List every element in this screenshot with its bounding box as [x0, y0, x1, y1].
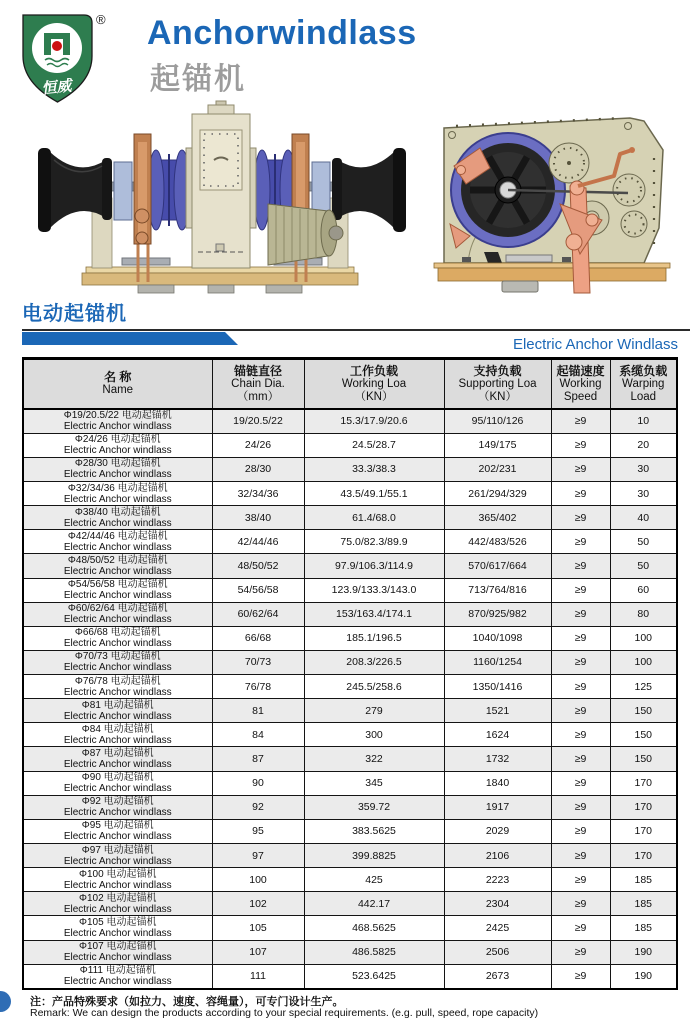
- spec-cell: ≥9: [551, 650, 610, 674]
- section-title-zh: 电动起锚机: [22, 303, 127, 325]
- table-row: [23, 409, 677, 434]
- spec-cell: ≥9: [551, 940, 610, 964]
- spec-cell: ≥9: [551, 506, 610, 530]
- spec-cell: 30: [610, 457, 677, 481]
- spec-cell: 150: [610, 699, 677, 723]
- spec-cell: 150: [610, 747, 677, 771]
- table-row: [23, 650, 677, 674]
- spec-cell: 50: [610, 554, 677, 578]
- spec-cell: 153/163.4/174.1: [304, 602, 444, 626]
- column-header: 锚链直径 Chain Dia. （mm）: [212, 359, 304, 409]
- spec-cell: 570/617/664: [444, 554, 551, 578]
- spec-cell: 2223: [444, 868, 551, 892]
- table-row: [23, 699, 677, 723]
- column-header: 工作负载 Working Loa （KN）: [304, 359, 444, 409]
- spec-cell: ≥9: [551, 433, 610, 457]
- table-row: [23, 578, 677, 602]
- spec-cell: 170: [610, 795, 677, 819]
- product-name-cell: Φ84 电动起锚机 Electric Anchor windlass: [23, 723, 212, 747]
- spec-cell: 2425: [444, 916, 551, 940]
- spec-cell: 261/294/329: [444, 481, 551, 505]
- spec-cell: 2506: [444, 940, 551, 964]
- spec-cell: 100: [212, 868, 304, 892]
- spec-cell: 48/50/52: [212, 554, 304, 578]
- table-row: [23, 457, 677, 481]
- spec-cell: 28/30: [212, 457, 304, 481]
- spec-cell: ≥9: [551, 723, 610, 747]
- product-name-cell: Φ54/56/58 电动起锚机 Electric Anchor windlass: [23, 578, 212, 602]
- spec-cell: 468.5625: [304, 916, 444, 940]
- spec-cell: 81: [212, 699, 304, 723]
- spec-cell: 92: [212, 795, 304, 819]
- column-header: 起锚速度 Working Speed: [551, 359, 610, 409]
- spec-cell: 15.3/17.9/20.6: [304, 409, 444, 434]
- spec-cell: 359.72: [304, 795, 444, 819]
- table-row: [23, 675, 677, 699]
- spec-cell: 100: [610, 650, 677, 674]
- spec-cell: 33.3/38.3: [304, 457, 444, 481]
- page-subtitle-zh: 起锚机: [150, 63, 246, 96]
- spec-cell: 2106: [444, 844, 551, 868]
- spec-cell: 66/68: [212, 626, 304, 650]
- spec-cell: 105: [212, 916, 304, 940]
- table-row: [23, 964, 677, 989]
- product-name-cell: Φ87 电动起锚机 Electric Anchor windlass: [23, 747, 212, 771]
- spec-cell: 245.5/258.6: [304, 675, 444, 699]
- table-row: [23, 916, 677, 940]
- spec-cell: 425: [304, 868, 444, 892]
- spec-cell: 279: [304, 699, 444, 723]
- spec-cell: 84: [212, 723, 304, 747]
- spec-cell: 95/110/126: [444, 409, 551, 434]
- table-row: [23, 481, 677, 505]
- table-row: [23, 868, 677, 892]
- spec-cell: 442.17: [304, 892, 444, 916]
- spec-cell: 1350/1416: [444, 675, 551, 699]
- product-name-cell: Φ19/20.5/22 电动起锚机 Electric Anchor windlass: [23, 409, 212, 434]
- spec-cell: 383.5625: [304, 819, 444, 843]
- spec-cell: 486.5825: [304, 940, 444, 964]
- spec-cell: 90: [212, 771, 304, 795]
- spec-cell: 170: [610, 844, 677, 868]
- spec-cell: 61.4/68.0: [304, 506, 444, 530]
- table-row: [23, 771, 677, 795]
- product-name-cell: Φ76/78 电动起锚机 Electric Anchor windlass: [23, 675, 212, 699]
- spec-table: [22, 357, 678, 990]
- page-marker-dot: [0, 991, 11, 1012]
- spec-cell: 2029: [444, 819, 551, 843]
- table-row: [23, 892, 677, 916]
- spec-cell: 365/402: [444, 506, 551, 530]
- spec-cell: 80: [610, 602, 677, 626]
- spec-cell: 19/20.5/22: [212, 409, 304, 434]
- product-name-cell: Φ66/68 电动起锚机 Electric Anchor windlass: [23, 626, 212, 650]
- spec-cell: 24/26: [212, 433, 304, 457]
- spec-cell: 76/78: [212, 675, 304, 699]
- spec-cell: 185: [610, 916, 677, 940]
- spec-cell: 20: [610, 433, 677, 457]
- registered-mark: ®: [96, 12, 106, 27]
- spec-cell: 30: [610, 481, 677, 505]
- divider-line: [22, 329, 690, 331]
- product-name-cell: Φ81 电动起锚机 Electric Anchor windlass: [23, 699, 212, 723]
- spec-cell: 442/483/526: [444, 530, 551, 554]
- spec-cell: 50: [610, 530, 677, 554]
- front-view-illustration: [22, 98, 422, 294]
- spec-cell: 523.6425: [304, 964, 444, 989]
- spec-cell: ≥9: [551, 892, 610, 916]
- spec-cell: 42/44/46: [212, 530, 304, 554]
- spec-cell: 300: [304, 723, 444, 747]
- table-row: [23, 940, 677, 964]
- spec-table-body: [23, 409, 677, 990]
- table-row: [23, 602, 677, 626]
- spec-cell: 1521: [444, 699, 551, 723]
- product-name-cell: Φ105 电动起锚机 Electric Anchor windlass: [23, 916, 212, 940]
- gearbox: [186, 101, 256, 268]
- spec-cell: ≥9: [551, 409, 610, 434]
- spec-cell: ≥9: [551, 602, 610, 626]
- spec-cell: 87: [212, 747, 304, 771]
- spec-cell: 1040/1098: [444, 626, 551, 650]
- spec-cell: 102: [212, 892, 304, 916]
- spec-cell: 125: [610, 675, 677, 699]
- table-row: [23, 530, 677, 554]
- remark-en: Remark: We can design the products according to your special requirements. (e.g. pull, speed, rope capacity): [30, 1007, 539, 1019]
- spec-cell: 24.5/28.7: [304, 433, 444, 457]
- side-view-illustration: [432, 106, 690, 294]
- spec-cell: 345: [304, 771, 444, 795]
- spec-cell: 111: [212, 964, 304, 989]
- hengwei-logo: [14, 8, 114, 108]
- spec-cell: 60: [610, 578, 677, 602]
- spec-cell: 399.8825: [304, 844, 444, 868]
- table-row: [23, 506, 677, 530]
- spec-cell: ≥9: [551, 481, 610, 505]
- product-name-cell: Φ107 电动起锚机 Electric Anchor windlass: [23, 940, 212, 964]
- spec-cell: 107: [212, 940, 304, 964]
- table-row: [23, 747, 677, 771]
- product-name-cell: Φ60/62/64 电动起锚机 Electric Anchor windlass: [23, 602, 212, 626]
- spec-cell: ≥9: [551, 530, 610, 554]
- logo-brand-text: 恒威: [40, 77, 73, 98]
- spec-cell: ≥9: [551, 675, 610, 699]
- spec-cell: 43.5/49.1/55.1: [304, 481, 444, 505]
- table-row: [23, 433, 677, 457]
- product-name-cell: Φ102 电动起锚机 Electric Anchor windlass: [23, 892, 212, 916]
- spec-cell: 713/764/816: [444, 578, 551, 602]
- spec-cell: 202/231: [444, 457, 551, 481]
- logo-red-dot: [52, 41, 62, 51]
- product-name-cell: Φ95 电动起锚机 Electric Anchor windlass: [23, 819, 212, 843]
- spec-cell: 38/40: [212, 506, 304, 530]
- spec-cell: 208.3/226.5: [304, 650, 444, 674]
- product-name-cell: Φ111 电动起锚机 Electric Anchor windlass: [23, 964, 212, 989]
- spec-cell: 190: [610, 964, 677, 989]
- spec-cell: 2673: [444, 964, 551, 989]
- spec-cell: ≥9: [551, 554, 610, 578]
- spec-cell: 185.1/196.5: [304, 626, 444, 650]
- product-name-cell: Φ70/73 电动起锚机 Electric Anchor windlass: [23, 650, 212, 674]
- bearing-left: [114, 162, 132, 220]
- spec-cell: 95: [212, 819, 304, 843]
- section-accent-bar: [22, 332, 238, 345]
- side-base: [434, 263, 670, 292]
- spec-cell: 185: [610, 868, 677, 892]
- spec-cell: 1840: [444, 771, 551, 795]
- remark-zh: 注：产品特殊要求（如拉力、速度、容绳量），可专门设计生产。: [30, 996, 344, 1008]
- product-name-cell: Φ38/40 电动起锚机 Electric Anchor windlass: [23, 506, 212, 530]
- spec-cell: ≥9: [551, 868, 610, 892]
- spec-cell: ≥9: [551, 771, 610, 795]
- spec-cell: 149/175: [444, 433, 551, 457]
- spec-cell: ≥9: [551, 844, 610, 868]
- product-name-cell: Φ48/50/52 电动起锚机 Electric Anchor windlass: [23, 554, 212, 578]
- spec-cell: 54/56/58: [212, 578, 304, 602]
- spec-cell: 70/73: [212, 650, 304, 674]
- spec-cell: ≥9: [551, 819, 610, 843]
- spec-cell: 190: [610, 940, 677, 964]
- spec-cell: 123.9/133.3/143.0: [304, 578, 444, 602]
- spec-table-head: [23, 359, 677, 409]
- spec-cell: 10: [610, 409, 677, 434]
- spec-cell: ≥9: [551, 795, 610, 819]
- table-row: [23, 844, 677, 868]
- spec-cell: 322: [304, 747, 444, 771]
- product-name-cell: Φ28/30 电动起锚机 Electric Anchor windlass: [23, 457, 212, 481]
- table-row: [23, 723, 677, 747]
- spec-cell: 185: [610, 892, 677, 916]
- spec-cell: 97: [212, 844, 304, 868]
- spec-cell: 40: [610, 506, 677, 530]
- gypsy-wheel-left: [148, 150, 190, 230]
- header-row: [23, 359, 677, 409]
- product-name-cell: Φ90 电动起锚机 Electric Anchor windlass: [23, 771, 212, 795]
- spec-cell: ≥9: [551, 457, 610, 481]
- column-header: 名 称 Name: [23, 359, 212, 409]
- product-name-cell: Φ100 电动起锚机 Electric Anchor windlass: [23, 868, 212, 892]
- spec-cell: 150: [610, 723, 677, 747]
- column-header: 支持负载 Supporting Loa （KN）: [444, 359, 551, 409]
- product-name-cell: Φ32/34/36 电动起锚机 Electric Anchor windlass: [23, 481, 212, 505]
- spec-cell: ≥9: [551, 578, 610, 602]
- spec-cell: 870/925/982: [444, 602, 551, 626]
- table-row: [23, 795, 677, 819]
- page-title: Anchorwindlass: [147, 14, 417, 52]
- spec-cell: 75.0/82.3/89.9: [304, 530, 444, 554]
- table-row: [23, 554, 677, 578]
- spec-cell: 100: [610, 626, 677, 650]
- spec-cell: ≥9: [551, 699, 610, 723]
- spec-cell: 97.9/106.3/114.9: [304, 554, 444, 578]
- spec-cell: ≥9: [551, 747, 610, 771]
- spec-cell: 1160/1254: [444, 650, 551, 674]
- spec-cell: 1624: [444, 723, 551, 747]
- product-name-cell: Φ42/44/46 电动起锚机 Electric Anchor windlass: [23, 530, 212, 554]
- spec-cell: ≥9: [551, 626, 610, 650]
- spec-cell: 2304: [444, 892, 551, 916]
- spec-cell: 32/34/36: [212, 481, 304, 505]
- product-name-cell: Φ97 电动起锚机 Electric Anchor windlass: [23, 844, 212, 868]
- section-subtitle-en: Electric Anchor Windlass: [512, 336, 678, 353]
- column-header: 系缆负载 Warping Load: [610, 359, 677, 409]
- spec-cell: 60/62/64: [212, 602, 304, 626]
- spec-cell: 1732: [444, 747, 551, 771]
- spec-cell: ≥9: [551, 964, 610, 989]
- spec-cell: 170: [610, 819, 677, 843]
- product-name-cell: Φ24/26 电动起锚机 Electric Anchor windlass: [23, 433, 212, 457]
- table-row: [23, 626, 677, 650]
- spec-cell: 1917: [444, 795, 551, 819]
- table-row: [23, 819, 677, 843]
- spec-cell: ≥9: [551, 916, 610, 940]
- spec-cell: 170: [610, 771, 677, 795]
- product-name-cell: Φ92 电动起锚机 Electric Anchor windlass: [23, 795, 212, 819]
- base: [82, 267, 358, 293]
